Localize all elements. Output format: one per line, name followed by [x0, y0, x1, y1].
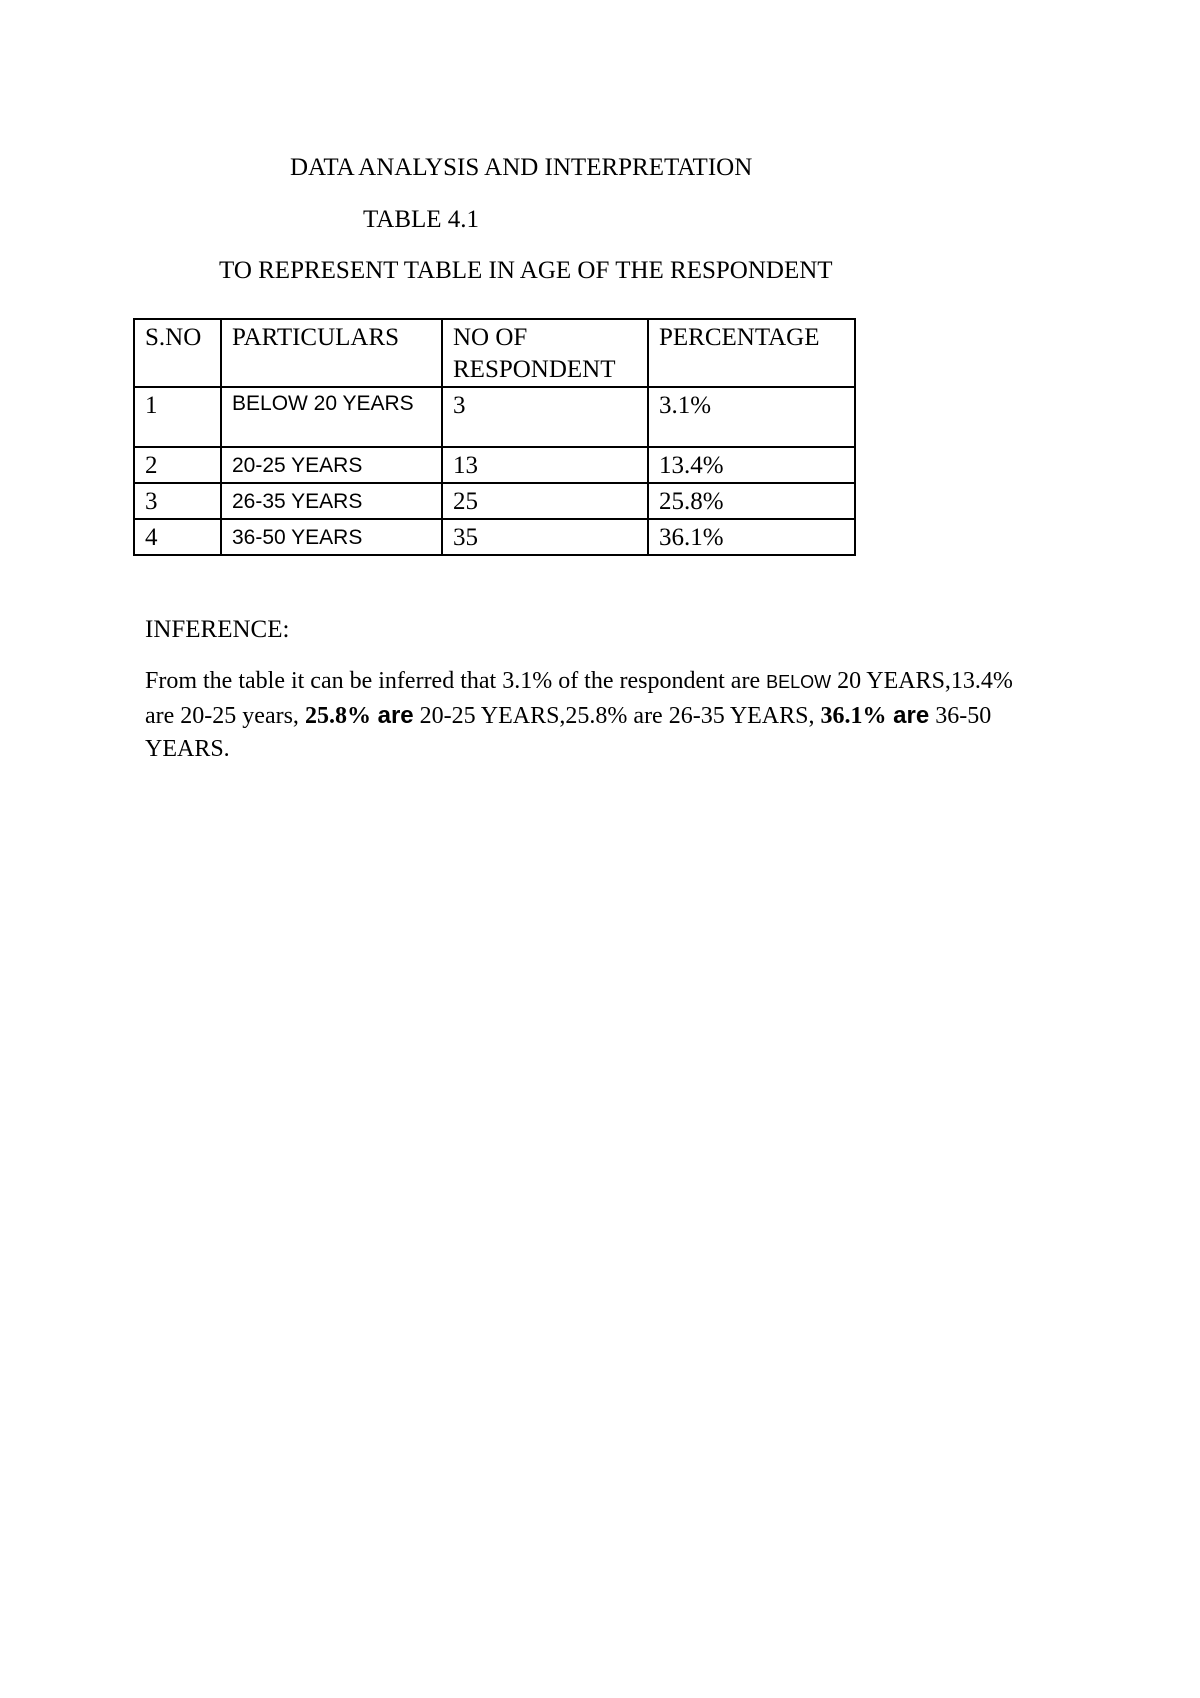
inference-text-segment: BELOW: [766, 672, 832, 692]
inference-text-segment: 36-50 YEARS.: [145, 703, 992, 762]
header-percentage: PERCENTAGE: [648, 319, 855, 387]
cell-particulars: 20-25 YEARS: [221, 447, 442, 483]
inference-paragraph: [145, 665, 1045, 766]
cell-respondents: 13: [442, 447, 648, 483]
inference-highlight: 25.8%: [304, 703, 371, 729]
header-particulars: PARTICULARS: [221, 319, 442, 387]
cell-percentage: 36.1%: [648, 519, 855, 555]
cell-particulars: 26-35 YEARS: [221, 483, 442, 519]
cell-respondents: 3: [442, 387, 648, 447]
inference-heading: INFERENCE:: [145, 616, 290, 643]
table-row: [134, 387, 855, 447]
table-row: [134, 447, 855, 483]
table-row: [134, 483, 855, 519]
main-heading: DATA ANALYSIS AND INTERPRETATION: [290, 154, 753, 181]
table-number: TABLE 4.1: [363, 206, 480, 233]
header-respondents: NO OF RESPONDENT: [442, 319, 648, 387]
inference-text-segment: From the table it can be inferred that 3.1% of the respondent are: [145, 668, 767, 694]
inference-text-segment: 20 YEARS,13.4% are 20-25 years,: [145, 668, 1013, 729]
cell-particulars: 36-50 YEARS: [221, 519, 442, 555]
cell-respondents: 35: [442, 519, 648, 555]
cell-percentage: 3.1%: [648, 387, 855, 447]
cell-percentage: 13.4%: [648, 447, 855, 483]
inference-highlight: 36.1%: [820, 703, 887, 729]
table-row: [134, 519, 855, 555]
cell-sno: 2: [134, 447, 221, 483]
table-caption: TO REPRESENT TABLE IN AGE OF THE RESPONDENT: [219, 257, 833, 284]
header-sno: S.NO: [134, 319, 221, 387]
inference-highlight: are: [370, 702, 414, 729]
cell-sno: 4: [134, 519, 221, 555]
cell-sno: 3: [134, 483, 221, 519]
inference-text-segment: 20-25 YEARS,25.8% are 26-35 YEARS,: [413, 703, 821, 729]
cell-particulars: BELOW 20 YEARS: [221, 387, 442, 447]
inference-highlight: are: [886, 702, 930, 729]
cell-respondents: 25: [442, 483, 648, 519]
table-header-row: [134, 319, 855, 387]
age-table: [133, 318, 856, 556]
cell-sno: 1: [134, 387, 221, 447]
cell-percentage: 25.8%: [648, 483, 855, 519]
